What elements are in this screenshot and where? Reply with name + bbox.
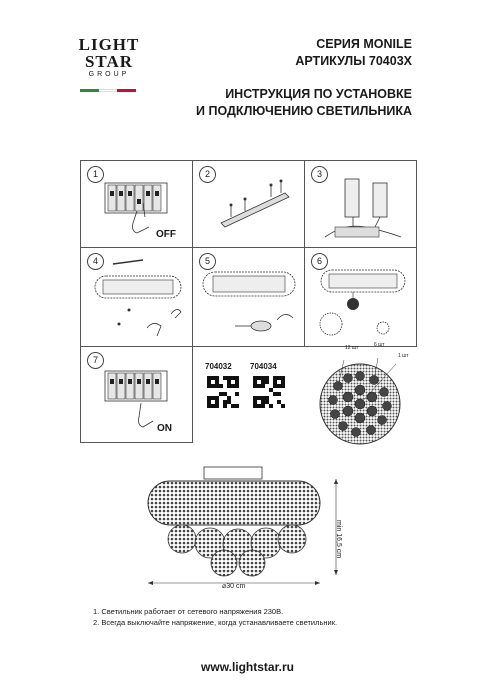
- italian-flag-stripe: [80, 89, 136, 92]
- step-3-panel: [304, 160, 417, 248]
- title-line-1: ИНСТРУКЦИЯ ПО УСТАНОВКЕ: [225, 87, 412, 101]
- height-dimension-label: min 16,5 cm: [335, 520, 342, 559]
- crystal-balls-illustration: [305, 248, 418, 348]
- lamp-front-view-drawing: [130, 465, 350, 595]
- step-1-panel: [80, 160, 193, 248]
- brand-logo: [78, 36, 140, 78]
- title-line-2: И ПОДКЛЮЧЕНИЮ СВЕТИЛЬНИКА: [196, 104, 412, 118]
- step-5-number: 5: [199, 253, 216, 270]
- step-4-panel: [80, 247, 193, 347]
- note-2: 2. Всегда выключайте напряжение, когда устанавливаете светильник.: [93, 618, 338, 627]
- wire-connection-illustration: [305, 161, 418, 249]
- document-title: [196, 86, 412, 120]
- step-7-panel: [80, 346, 193, 443]
- width-dimension-label: ⌀30 cm: [222, 583, 246, 590]
- article-number: АРТИКУЛЫ 70403X: [295, 54, 412, 68]
- logo-line-3: GROUP: [88, 71, 130, 78]
- breaker-on-illustration: [81, 347, 194, 444]
- lamp-top-view-illustration: [308, 346, 418, 446]
- step-2-number: 2: [199, 166, 216, 183]
- qr-code-704032[interactable]: [207, 376, 239, 408]
- step-3-number: 3: [311, 166, 328, 183]
- qr-label-704032: 704032: [205, 362, 232, 371]
- step-6-panel: [304, 247, 417, 347]
- website-link[interactable]: www.lightstar.ru: [201, 660, 294, 674]
- installation-notes: [93, 606, 337, 628]
- logo-line-1: LIGHT: [78, 35, 140, 54]
- step-1-off-label: OFF: [156, 229, 176, 240]
- step-7-on-label: ON: [157, 423, 172, 434]
- logo-line-2: STAR: [84, 52, 134, 71]
- callout-6-pcs: 6 шт: [374, 342, 385, 348]
- lamp-body-illustration: [81, 248, 194, 348]
- instruction-steps-grid: [80, 160, 417, 443]
- step-6-number: 6: [311, 253, 328, 270]
- mounting-bar-illustration: [193, 161, 306, 249]
- step-7-number: 7: [87, 352, 104, 369]
- step-2-panel: [192, 160, 305, 248]
- qr-code-704034[interactable]: [253, 376, 285, 408]
- step-4-number: 4: [87, 253, 104, 270]
- step-1-number: 1: [87, 166, 104, 183]
- lamp-bulb-illustration: [193, 248, 306, 348]
- qr-label-704034: 704034: [250, 362, 277, 371]
- callout-12-pcs: 12 шт: [345, 345, 359, 351]
- breaker-off-illustration: [81, 161, 194, 249]
- series-name: СЕРИЯ MONILE: [316, 37, 412, 51]
- series-header: [295, 36, 412, 70]
- step-5-panel: [192, 247, 305, 347]
- callout-1-pcs: 1 шт: [398, 353, 409, 359]
- note-1: 1. Светильник работает от сетевого напряжения 230В.: [93, 607, 284, 616]
